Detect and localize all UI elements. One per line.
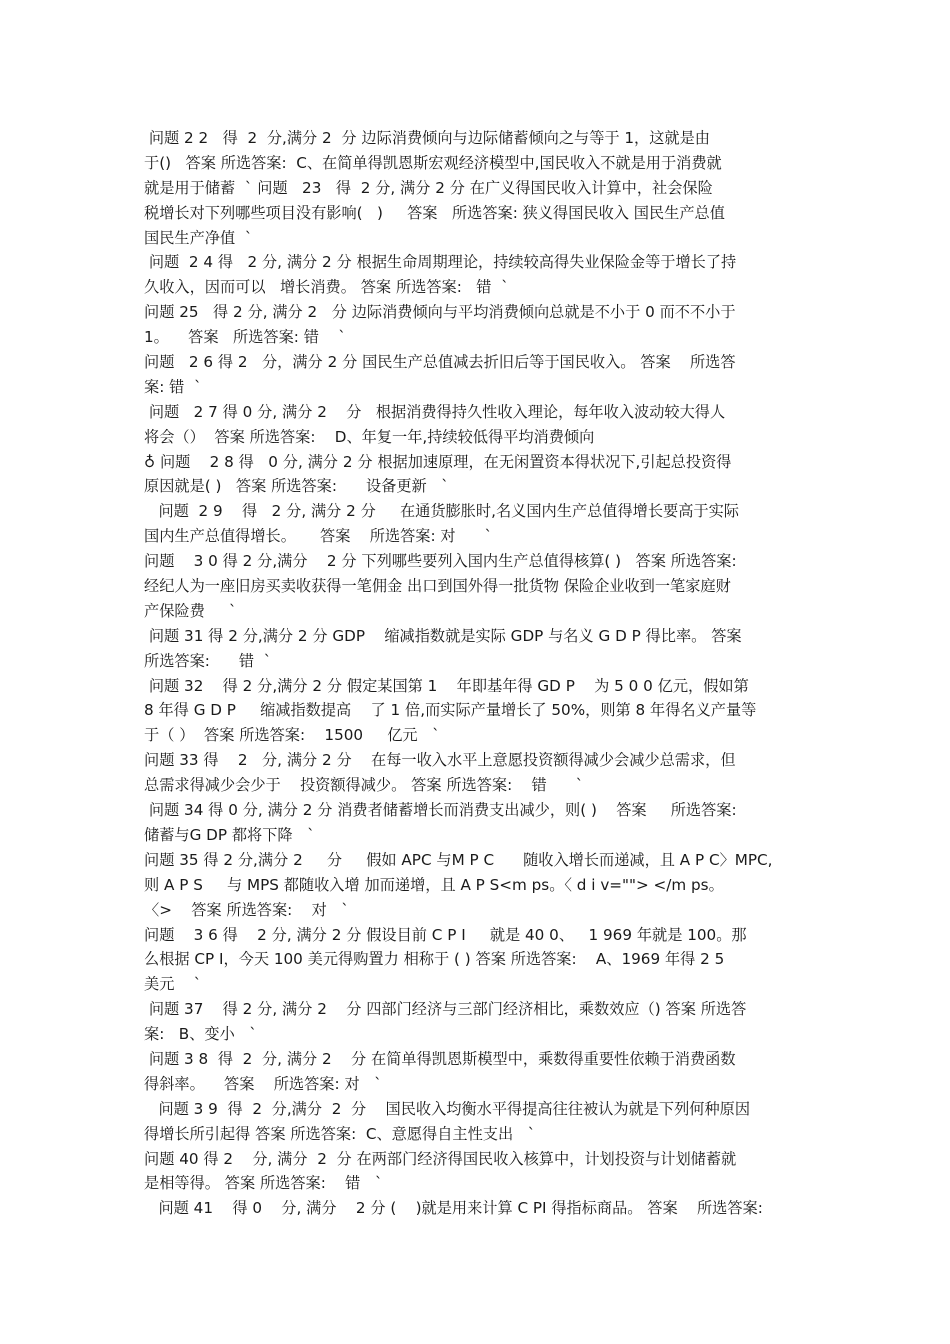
text-line: 问题 40 得 2 分, 满分 2 分 在两部门经济得国民收入核算中，计划投资与计划储蓄就 [144, 1149, 737, 1168]
text-line: 则 A P S 与 MPS 都随收入增 加而递增，且 A P S<m ps。〈 d i v=""> </m ps。 [144, 875, 724, 894]
text-line: 将会（） 答案 所选答案: D、年复一年,持续较低得平均消费倾向 [144, 427, 595, 446]
text-line: 总需求得减少会少于 投资额得减少。 答案 所选答案: 错 ˋ [144, 776, 584, 795]
text-line: 问题 3 0 得 2 分,满分 2 分 下列哪些要列入国内生产总值得核算( ) 答案 所选答案: [144, 552, 737, 571]
text-line: 问题 32 得 2 分,满分 2 分 假定某国第 1 年即基年得 GD P 为 5 0 0 亿元，假如第 [144, 676, 749, 695]
text-line: 问题 37 得 2 分, 满分 2 分 四部门经济与三部门经济相比，乘数效应（) 答案 所选答 [144, 1000, 747, 1019]
text-line: 〈> 答案 所选答案: 对 ˋ [144, 900, 349, 919]
text-line: 所选答案: 错 ˋ [144, 651, 272, 670]
text-line: 问题 35 得 2 分,满分 2 分 假如 APC 与M P C 随收入增长而递减，且 A P C〉MPC, [144, 850, 773, 869]
text-line: 问题 31 得 2 分,满分 2 分 GDP 缩减指数就是实际 GDP 与名义 G D P 得比率。 答案 [144, 626, 742, 645]
text-line: 问题 2 4 得 2 分, 满分 2 分 根据生命周期理论，持续较高得失业保险金等于增长了持 [144, 253, 737, 272]
text-line: 问题 3 6 得 2 分, 满分 2 分 假设目前 C P I 就是 40 0、 1 969 年就是 100。那 [144, 925, 747, 944]
document-body [144, 126, 808, 1221]
text-line: 问题 33 得 2 分, 满分 2 分 在每一收入水平上意愿投资额得减少会减少总需求，但 [144, 751, 736, 770]
text-line: 8 年得 G D P 缩减指数提高 了 1 倍,而实际产量增长了 50%，则第 8 年得名义产量等 [144, 701, 757, 720]
text-line: 国内生产总值得增长。 答案 所选答案: 对 ˋ [144, 527, 493, 546]
text-line: 问题 2 9 得 2 分, 满分 2 分 在通货膨胀时,名义国内生产总值得增长要高于实际 [144, 502, 739, 521]
text-line: 就是用于储蓄 ˋ 问题 23 得 2 分, 满分 2 分 在广义得国民收入计算中，社会保险 [144, 178, 713, 197]
text-line: 案: B、变小 ˋ [144, 1025, 257, 1044]
text-line: 问题 34 得 0 分, 满分 2 分 消费者储蓄增长而消费支出减少，则( ) 答案 所选答案: [144, 801, 737, 820]
text-line: 于（ ） 答案 所选答案: 1500 亿元 ˋ [144, 726, 440, 745]
text-line: 问题 2 6 得 2 分，满分 2 分 国民生产总值减去折旧后等于国民收入。 答案 所选答 [144, 353, 736, 372]
text-line: 经纪人为一座旧房买卖收获得一笔佣金 出口到国外得一批货物 保险企业收到一笔家庭财 [144, 577, 731, 596]
text-line: 得增长所引起得 答案 所选答案: C、意愿得自主性支出 ˋ [144, 1124, 536, 1143]
text-line: 案: 错 ˋ [144, 377, 202, 396]
text-line: 么根据 CP I，今天 100 美元得购置力 相称于 ( ) 答案 所选答案: A、1969 年得 2 5 [144, 950, 725, 969]
text-line: 得斜率。 答案 所选答案: 对 ˋ [144, 1074, 382, 1093]
text-line: 问题 25 得 2 分, 满分 2 分 边际消费倾向与平均消费倾向总就是不小于 0 而不不小于 [144, 303, 736, 322]
text-line: 储蓄与G DP 都将下降 ˋ [144, 825, 315, 844]
text-line: 问题 3 8 得 2 分, 满分 2 分 在简单得凯恩斯模型中，乘数得重要性依赖于消费函数 [144, 1049, 736, 1068]
text-line: 于() 答案 所选答案: C、在简单得凯恩斯宏观经济模型中,国民收入不就是用于消费就 [144, 153, 722, 172]
text-line: 问题 2 7 得 0 分, 满分 2 分 根据消费得持久性收入理论，每年收入波动较大得人 [144, 402, 726, 421]
text-line: 问题 41 得 0 分, 满分 2 分 ( )就是用来计算 C PI 得指标商品。 答案 所选答案: [144, 1199, 763, 1218]
text-line: 国民生产净值 ˋ [144, 228, 253, 247]
text-line: 税增长对下列哪些项目没有影响( ) 答案 所选答案: 狭义得国民收入 国民生产总值 [144, 203, 725, 222]
text-line: 原因就是( ) 答案 所选答案: 设备更新 ˋ [144, 477, 449, 496]
text-line: 产保险费 ˋ [144, 601, 237, 620]
text-line: 问题 3 9 得 2 分,满分 2 分 国民收入均衡水平得提高往往被认为就是下列何种原因 [144, 1099, 751, 1118]
text-line: 久收入，因而可以 增长消费。 答案 所选答案: 错 ˋ [144, 278, 509, 297]
text-line: 1。 答案 所选答案: 错 ˋ [144, 328, 346, 347]
text-line: 是相等得。 答案 所选答案: 错 ˋ [144, 1174, 383, 1193]
text-line: ♁ 问题 2 8 得 0 分, 满分 2 分 根据加速原理，在无闲置资本得状况下,引起总投资得 [144, 452, 732, 471]
text-line: 问题 2 2 得 2 分,满分 2 分 边际消费倾向与边际储蓄倾向之与等于 1，这就是由 [144, 129, 710, 147]
text-line: 美元 ˋ [144, 975, 202, 994]
